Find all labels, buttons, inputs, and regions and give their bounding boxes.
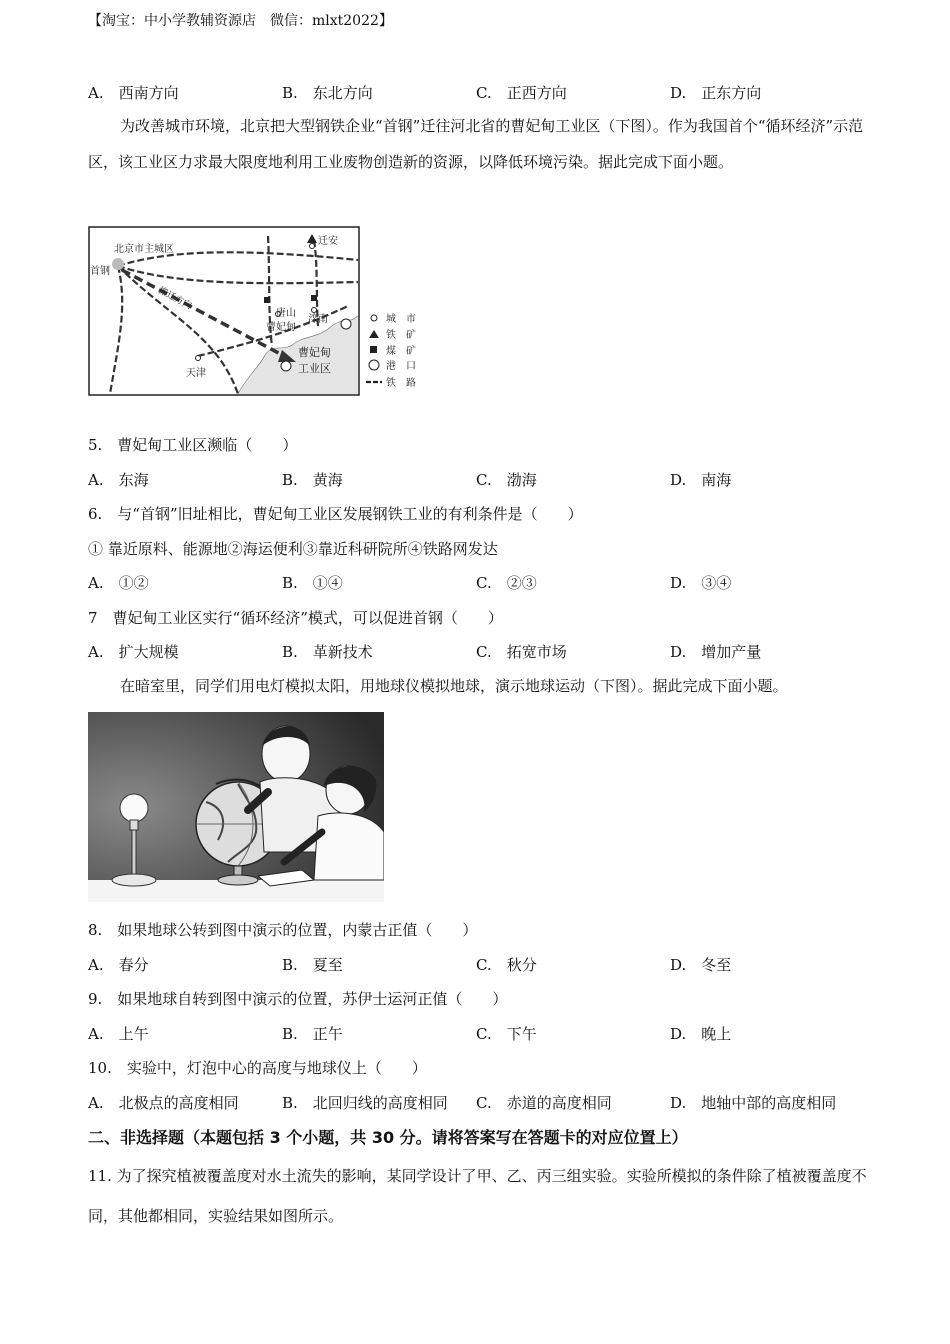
earth-motion-illustration — [88, 712, 384, 902]
option-a[interactable]: A. 西南方向 — [88, 84, 179, 102]
label-shougang: 首钢 — [90, 266, 110, 277]
q10-option-c[interactable]: C. 赤道的高度相同 — [476, 1094, 612, 1112]
q9-option-b[interactable]: B. 正午 — [282, 1025, 343, 1043]
caofeidian-map — [88, 226, 418, 398]
section-heading: 二、非选择题（本题包括 3 个小题，共 30 分。请将答案写在答题卡的对应位置上） — [88, 1128, 688, 1147]
q8-option-b[interactable]: B. 夏至 — [282, 956, 343, 974]
label-zone-2: 工业区 — [298, 362, 331, 375]
legend-coal: 煤 矿 — [386, 346, 416, 357]
q9-option-d[interactable]: D. 晚上 — [670, 1025, 732, 1043]
q8-option-c[interactable]: C. 秋分 — [476, 956, 537, 974]
q6-option-a[interactable]: A. ①② — [88, 574, 149, 592]
q6-items: ① 靠近原料、能源地②海运便利③靠近科研院所④铁路网发达 — [88, 540, 498, 558]
legend-city: 城 市 — [386, 314, 416, 325]
q7-option-a[interactable]: A. 扩大规模 — [88, 643, 179, 661]
legend-iron: 铁 矿 — [386, 330, 416, 341]
map-legend — [366, 312, 416, 389]
coal-mine-marker — [264, 297, 270, 303]
q8-option-d[interactable]: D. 冬至 — [670, 956, 732, 974]
port-marker — [341, 319, 351, 329]
q9-option-a[interactable]: A. 上午 — [88, 1025, 149, 1043]
q5-option-b[interactable]: B. 黄海 — [282, 471, 343, 489]
label-zone-1: 曹妃甸 — [298, 346, 331, 359]
label-arrow: 搬迁方向 — [156, 285, 194, 312]
q6-stem: 6. 与“首钢”旧址相比，曹妃甸工业区发展钢铁工业的有利条件是（ ） — [88, 505, 583, 523]
q5-option-a[interactable]: A. 东海 — [88, 471, 149, 489]
q11-text: 11. 为了探究植被覆盖度对水土流失的影响，某同学设计了甲、乙、丙三组实验。实验所模拟的条件除了植被覆盖度不同，其他都相同，实验结果如图所示。 — [88, 1167, 867, 1225]
legend-railway: 铁 路 — [386, 378, 416, 389]
q5-option-d[interactable]: D. 南海 — [670, 471, 732, 489]
q7-option-b[interactable]: B. 革新技术 — [282, 643, 373, 661]
page-header: 【淘宝：中小学教辅资源店 微信：mlxt2022】 — [88, 13, 393, 29]
q6-option-d[interactable]: D. ③④ — [670, 574, 732, 592]
q10-option-d[interactable]: D. 地轴中部的高度相同 — [670, 1094, 837, 1112]
label-beijing: 北京市主城区 — [114, 244, 174, 255]
label-luannan: 滦南 — [308, 314, 328, 325]
q7-option-c[interactable]: C. 拓宽市场 — [476, 643, 567, 661]
q5-option-c[interactable]: C. 渤海 — [476, 471, 537, 489]
option-b[interactable]: B. 东北方向 — [282, 84, 373, 102]
q7-stem: 7 曹妃甸工业区实行“循环经济”模式，可以促进首钢（ ） — [88, 609, 503, 627]
passage-earth-demo: 在暗室里，同学们用电灯模拟太阳，用地球仪模拟地球，演示地球运动（下图）。据此完成下面小题。 — [120, 677, 788, 695]
option-c[interactable]: C. 正西方向 — [476, 84, 567, 102]
q6-option-c[interactable]: C. ②③ — [476, 574, 537, 592]
legend-port: 港 口 — [386, 361, 416, 372]
q10-stem: 10. 实验中，灯泡中心的高度与地球仪上（ ） — [88, 1059, 427, 1077]
q6-option-b[interactable]: B. ①④ — [282, 574, 343, 592]
label-caofeidian-city: 曹妃甸 — [266, 322, 296, 333]
passage-caofeidian: 为改善城市环境，北京把大型钢铁企业“首钢”迁往河北省的曹妃甸工业区（下图）。作为我国首个“循环经济”示范区，该工业区力求最大限度地利用工业废物创造新的资源，以降低环境污染。据此完成下面小题。 — [88, 117, 864, 171]
label-tianjin: 天津 — [186, 368, 206, 379]
q5-stem: 5. 曹妃甸工业区濒临（ ） — [88, 436, 298, 454]
q9-option-c[interactable]: C. 下午 — [476, 1025, 537, 1043]
label-tangshan: 唐山 — [276, 308, 296, 319]
label-qianan: 迁安 — [318, 236, 338, 247]
q8-option-a[interactable]: A. 春分 — [88, 956, 149, 974]
q7-option-d[interactable]: D. 增加产量 — [670, 643, 762, 661]
q10-option-b[interactable]: B. 北回归线的高度相同 — [282, 1094, 448, 1112]
q8-stem: 8. 如果地球公转到图中演示的位置，内蒙古正值（ ） — [88, 921, 478, 939]
option-d[interactable]: D. 正东方向 — [670, 84, 762, 102]
q10-option-a[interactable]: A. 北极点的高度相同 — [88, 1094, 239, 1112]
beijing-marker — [112, 258, 124, 270]
q9-stem: 9. 如果地球自转到图中演示的位置，苏伊士运河正值（ ） — [88, 990, 508, 1008]
